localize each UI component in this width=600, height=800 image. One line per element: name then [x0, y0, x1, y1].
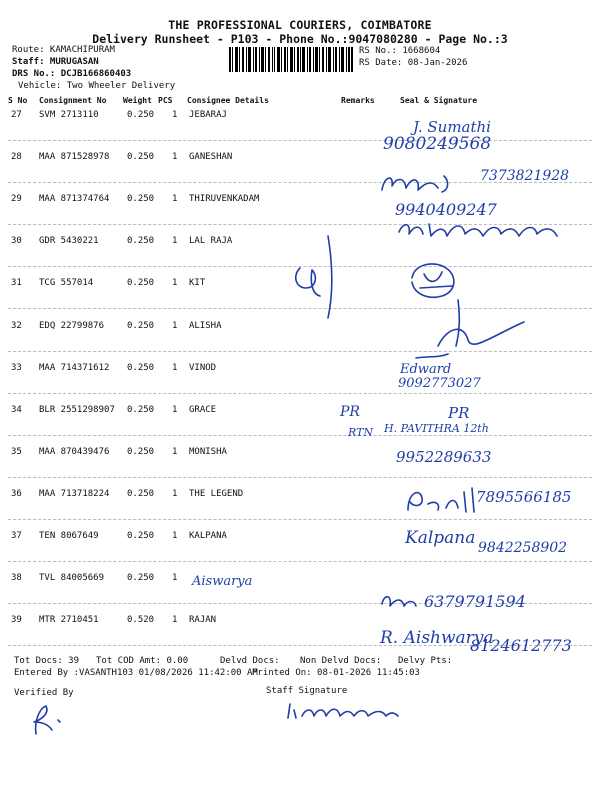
- row-sno: 33: [11, 363, 22, 373]
- row-weight: 0.250: [127, 278, 155, 288]
- row-pcs: 1: [172, 405, 178, 415]
- handwritten-phone: 9952289633: [396, 448, 492, 466]
- col-consignment: Consignment No: [39, 96, 107, 105]
- consignee-name: THE LEGEND: [189, 489, 244, 499]
- consignment-number: BLR 2551298907: [39, 405, 115, 415]
- consignee-name: GANESHAN: [189, 152, 233, 162]
- runsheet-subtitle: Delivery Runsheet - P103 - Phone No.:9047080280 - Page No.:3: [92, 32, 508, 46]
- consignee-name: LAL RAJA: [189, 236, 233, 246]
- consignment-number: EDQ 22799876: [39, 321, 105, 331]
- col-pcs: PCS: [158, 96, 173, 105]
- table-row: [0, 573, 600, 585]
- barcode: [229, 47, 353, 72]
- table-row: [0, 405, 600, 417]
- consignee-name: VINOD: [189, 363, 217, 373]
- consignment-number: TCG 557014: [39, 278, 94, 288]
- signature-scribble: [395, 216, 575, 242]
- staff-signature-label: Staff Signature: [266, 686, 348, 696]
- row-pcs: 1: [172, 236, 178, 246]
- row-weight: 0.250: [127, 321, 155, 331]
- handwritten-phone: 7373821928: [480, 168, 570, 184]
- handwritten-name: H. PAVITHRA 12th: [384, 422, 489, 435]
- row-weight: 0.250: [127, 573, 155, 583]
- row-weight: 0.250: [127, 236, 155, 246]
- rs-date: RS Date: 08-Jan-2026: [359, 58, 468, 68]
- row-sno: 31: [11, 278, 22, 288]
- consignee-name: RAJAN: [189, 615, 217, 625]
- staff-signature: [284, 700, 404, 724]
- handwritten-phone: 9842258902: [478, 540, 568, 556]
- handwritten-phone: 7895566185: [476, 488, 572, 506]
- consignee-name: MONISHA: [189, 447, 227, 457]
- col-sno: S No: [8, 96, 28, 105]
- consignee-name: JEBARAJ: [189, 110, 227, 120]
- row-sno: 30: [11, 236, 22, 246]
- row-pcs: 1: [172, 194, 178, 204]
- verified-by-label: Verified By: [14, 688, 74, 698]
- row-pcs: 1: [172, 573, 178, 583]
- row-sno: 28: [11, 152, 22, 162]
- row-divider: [8, 561, 592, 562]
- row-pcs: 1: [172, 321, 178, 331]
- table-row: [0, 152, 600, 164]
- consignment-number: MAA 870439476: [39, 447, 110, 457]
- row-pcs: 1: [172, 278, 178, 288]
- row-sno: 35: [11, 447, 22, 457]
- row-weight: 0.250: [127, 110, 155, 120]
- signature-scribble: [378, 590, 420, 612]
- row-pcs: 1: [172, 110, 178, 120]
- handwritten-name: J. Sumathi: [413, 118, 491, 136]
- row-weight: 0.250: [127, 447, 155, 457]
- vehicle-info: Vehicle: Two Wheeler Delivery: [18, 81, 176, 91]
- consignment-number: SVM 2713110: [39, 110, 99, 120]
- col-seal-signature: Seal & Signature: [400, 96, 478, 105]
- row-divider: [8, 393, 592, 394]
- table-row: [0, 615, 600, 627]
- handwritten-phone: 9080249568: [383, 134, 492, 154]
- handwritten-remark: PR: [448, 404, 470, 422]
- row-weight: 0.520: [127, 615, 155, 625]
- handwritten-phone: 6379791594: [424, 592, 526, 611]
- row-pcs: 1: [172, 615, 178, 625]
- consignee-name: KALPANA: [189, 531, 227, 541]
- row-sno: 38: [11, 573, 22, 583]
- consignee-name: THIRUVENKADAM: [189, 194, 260, 204]
- seal-stamp: [402, 258, 472, 300]
- consignee-name: ALISHA: [189, 321, 222, 331]
- row-sno: 32: [11, 321, 22, 331]
- delivered-docs: Delvd Docs:: [220, 656, 280, 666]
- company-title: THE PROFESSIONAL COURIERS, COIMBATORE: [168, 18, 432, 32]
- row-weight: 0.250: [127, 363, 155, 373]
- handwritten-name: Aiswarya: [192, 574, 253, 589]
- row-sno: 36: [11, 489, 22, 499]
- row-pcs: 1: [172, 363, 178, 373]
- row-weight: 0.250: [127, 405, 155, 415]
- total-docs: Tot Docs: 39: [14, 656, 80, 666]
- table-row: [0, 194, 600, 206]
- handwritten-phone: 8124612773: [470, 636, 572, 655]
- drs-info: DRS No.: DCJB166860403: [12, 69, 132, 79]
- total-cod-amount: Tot COD Amt: 0.00: [96, 656, 189, 666]
- consignment-number: GDR 5430221: [39, 236, 99, 246]
- table-row: [0, 447, 600, 459]
- col-consignee: Consignee Details: [187, 96, 269, 105]
- handwritten-name: R. Aishwarya: [380, 628, 494, 648]
- printed-on: Printed On: 08-01-2026 11:45:03: [252, 668, 420, 678]
- consignee-name: GRACE: [189, 405, 217, 415]
- row-divider: [8, 140, 592, 141]
- handwritten-phone: 9940409247: [395, 200, 497, 219]
- row-weight: 0.250: [127, 531, 155, 541]
- row-pcs: 1: [172, 447, 178, 457]
- col-weight: Weight: [123, 96, 152, 105]
- signature-scribble: [288, 230, 348, 322]
- entered-by: Entered By :VASANTH103 01/08/2026 11:42:00 AM: [14, 668, 258, 678]
- row-weight: 0.250: [127, 489, 155, 499]
- row-sno: 34: [11, 405, 22, 415]
- row-divider: [8, 477, 592, 478]
- row-sno: 27: [11, 110, 22, 120]
- row-weight: 0.250: [127, 194, 155, 204]
- consignment-number: MAA 713718224: [39, 489, 110, 499]
- consignee-name: KIT: [189, 278, 206, 288]
- row-sno: 39: [11, 615, 22, 625]
- delivery-points: Delvy Pts:: [398, 656, 453, 666]
- handwritten-remark: PR: [340, 404, 360, 420]
- consignment-number: MTR 2710451: [39, 615, 99, 625]
- signature-scribble: [408, 296, 528, 368]
- verifier-signature: [26, 700, 76, 738]
- non-delivered-docs: Non Delvd Docs:: [300, 656, 382, 666]
- rs-number: RS No.: 1668604: [359, 46, 441, 56]
- col-remarks: Remarks: [341, 96, 375, 105]
- row-pcs: 1: [172, 531, 178, 541]
- row-pcs: 1: [172, 152, 178, 162]
- handwritten-name: Edward: [400, 362, 452, 377]
- row-weight: 0.250: [127, 152, 155, 162]
- row-pcs: 1: [172, 489, 178, 499]
- signature-scribble: [402, 484, 486, 518]
- staff-info: Staff: MURUGASAN: [12, 57, 99, 67]
- handwritten-name: Kalpana: [405, 528, 476, 548]
- consignment-number: MAA 714371612: [39, 363, 110, 373]
- row-sno: 29: [11, 194, 22, 204]
- handwritten-remark: RTN: [348, 426, 374, 439]
- row-divider: [8, 519, 592, 520]
- route-info: Route: KAMACHIPURAM: [12, 45, 115, 55]
- consignment-number: MAA 871374764: [39, 194, 110, 204]
- consignment-number: TVL 84005669: [39, 573, 105, 583]
- signature-scribble: [378, 168, 488, 198]
- row-sno: 37: [11, 531, 22, 541]
- consignment-number: MAA 871528978: [39, 152, 110, 162]
- table-row: [0, 110, 600, 122]
- handwritten-phone: 9092773027: [398, 376, 481, 391]
- consignment-number: TEN 8067649: [39, 531, 99, 541]
- row-divider: [8, 435, 592, 436]
